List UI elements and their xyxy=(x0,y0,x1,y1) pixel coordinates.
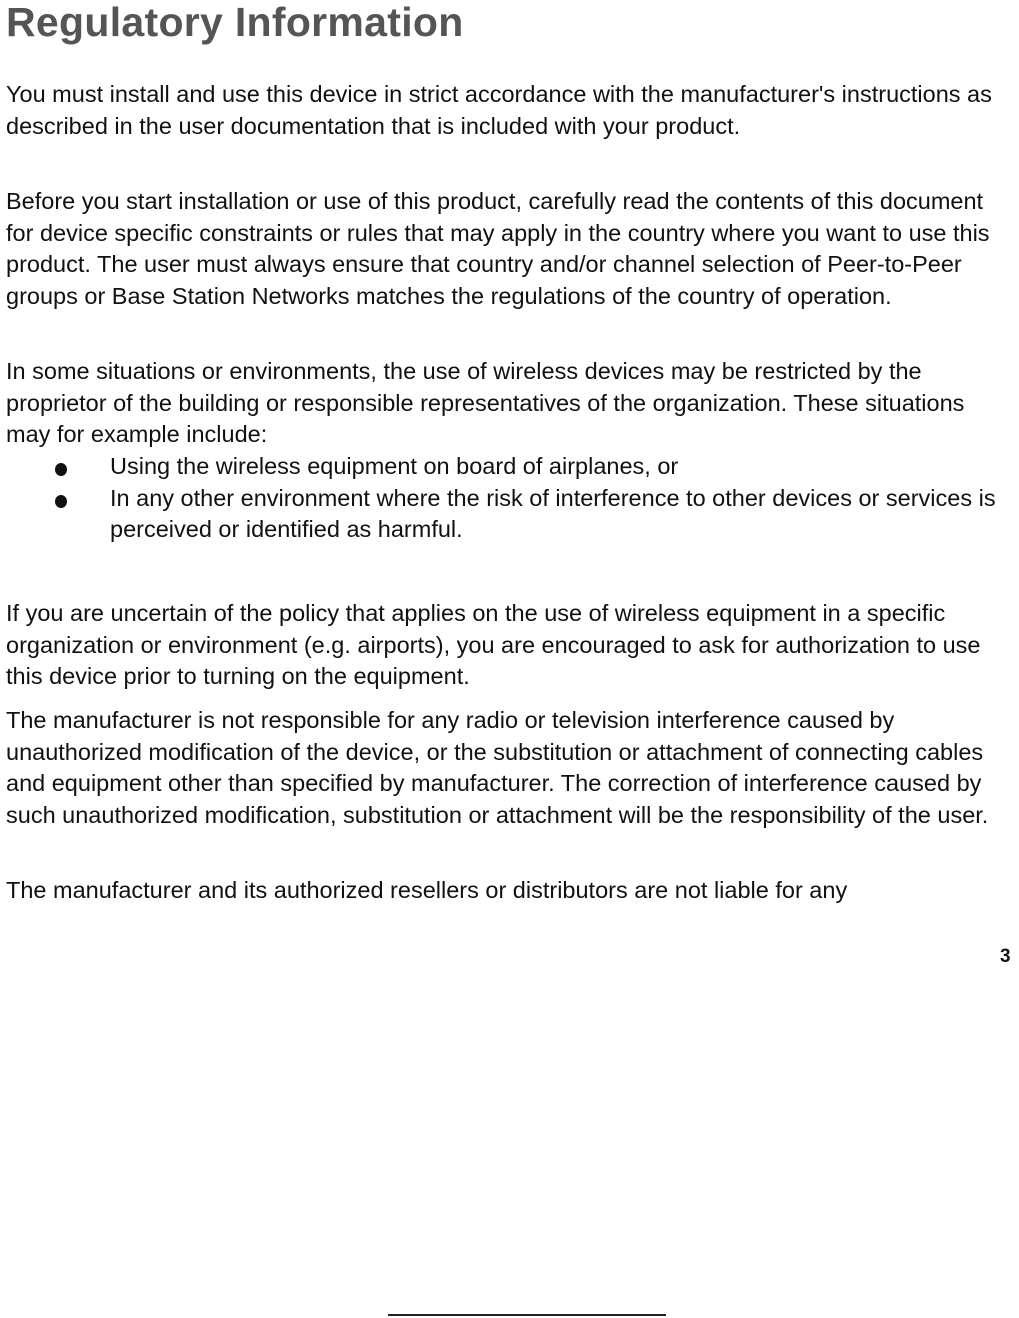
restriction-list xyxy=(6,451,1012,546)
list-item-text: Using the wireless equipment on board of airplanes, or xyxy=(110,453,679,479)
page-number: 3 xyxy=(1000,946,1011,967)
bullet-icon xyxy=(55,495,67,508)
list-item xyxy=(6,451,1012,483)
paragraph-resellers-liability: The manufacturer and its authorized resellers or distributors are not liable for any xyxy=(6,877,848,903)
paragraph-interference-liability: The manufacturer is not responsible for any radio or television interference caused by unauthorized modification of the device, or the substitution or attachment of connecting cables and equipment other than specified by manufacturer. The correction of interference caused by such unauthorized modification, substitution or attachment will be the responsibility of the user. xyxy=(6,707,989,828)
list-item-text: In any other environment where the risk of interference to other devices or services is perceived or identified as harmful. xyxy=(110,484,996,542)
paragraph-uncertain-policy: If you are uncertain of the policy that applies on the use of wireless equipment in a specific organization or environment (e.g. airports), you are encouraged to ask for authorization to use this device prior to turning on the equipment. xyxy=(6,600,981,689)
paragraph-restrictions: In some situations or environments, the use of wireless devices may be restricted by the proprietor of the building or responsible representatives of the organization. These situations may for example include: xyxy=(6,358,965,447)
list-item xyxy=(6,483,1012,546)
page-title: Regulatory Information xyxy=(6,0,464,45)
paragraph-installation: You must install and use this device in strict accordance with the manufacturer's instructions as described in the user documentation that is included with your product. xyxy=(6,81,992,139)
footer-divider xyxy=(388,1314,666,1316)
paragraph-before-installation: Before you start installation or use of this product, carefully read the contents of this document for device specific constraints or rules that may apply in the country where you want to use this product. The user must always ensure that country and/or channel selection of Peer-to-Peer groups or Base Station Networks matches the regulations of the country of operation. xyxy=(6,188,990,309)
bullet-icon xyxy=(55,463,67,476)
